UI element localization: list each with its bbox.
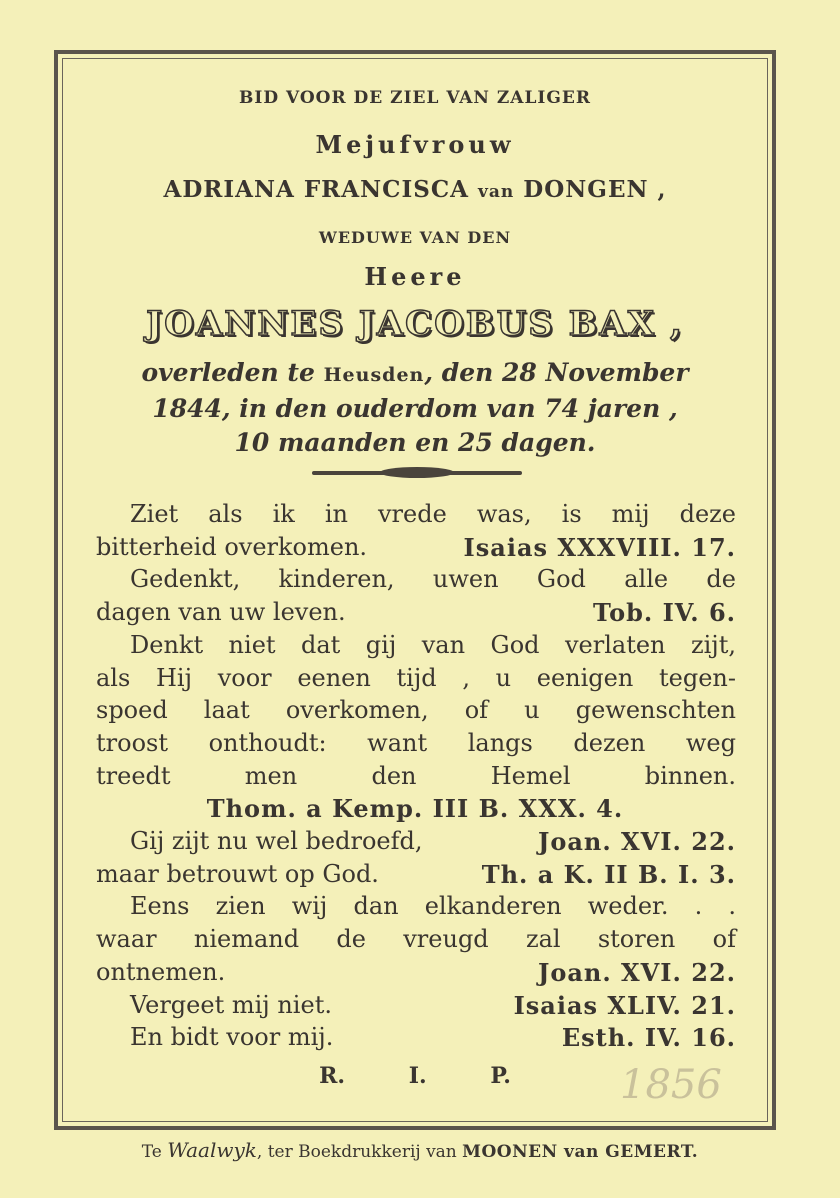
verse-line <box>96 729 736 757</box>
verse-line <box>96 533 736 562</box>
footer-printer-name: MOONEN van GEMERT. <box>462 1142 699 1162</box>
rip-closing: R. I. P. <box>319 1063 511 1089</box>
verse-text: als Hij voor eenen tijd , u eenigen tegen- <box>96 663 736 692</box>
title-heere: Heere <box>364 262 466 291</box>
verse-line <box>130 892 736 920</box>
age-line: 1844, in den ouderdom van 74 jaren , <box>152 394 678 423</box>
age-line-2: 10 maanden en 25 dagen. <box>234 428 596 457</box>
death-place-line <box>70 358 760 387</box>
death-place-prefix: overleden te <box>141 358 315 387</box>
verse-reference: Joan. XVI. 22. <box>537 827 736 856</box>
verse-text: Gij zijt nu wel bedroefd, <box>130 827 423 855</box>
verse-line <box>130 1023 736 1052</box>
verse-text: Gedenkt, kinderen, uwen God alle de <box>130 565 736 594</box>
deceased-name <box>70 176 760 203</box>
title-mejufvrouw: Mejufvrouw <box>315 130 515 159</box>
verse-text: waar niemand de vreugd zal storen of <box>96 925 736 954</box>
footer-te: Te <box>141 1142 162 1162</box>
verse-text: troost onthoudt: want langs dezen weg <box>96 728 736 757</box>
verse-text: spoed laat overkomen, of u gewenschten <box>96 696 736 725</box>
verse-line <box>96 925 736 953</box>
footer-town: Waalwyk <box>167 1138 257 1162</box>
verse-line <box>96 860 736 889</box>
verse-line <box>96 762 736 790</box>
verse-text: maar betrouwt op God. <box>96 859 379 888</box>
verse-reference: Esth. IV. 16. <box>561 1023 736 1053</box>
deceased-name-van: van <box>478 182 515 202</box>
verse-line <box>130 565 736 593</box>
verse-text: ontnemen. <box>96 957 226 986</box>
widow-of-line: WEDUWE VAN DEN <box>318 228 512 247</box>
handwritten-number: 1856 <box>620 1062 722 1108</box>
verse-text: Denkt niet dat gij van God verlaten zijt, <box>130 630 736 659</box>
verse-line <box>96 958 736 987</box>
header-line-1: BID VOOR DE ZIEL VAN ZALIGER <box>239 88 591 108</box>
verse-line <box>96 696 736 724</box>
verse-text: Vergeet mij niet. <box>130 990 332 1019</box>
verse-line <box>70 794 760 823</box>
verse-line <box>130 631 736 659</box>
death-date: , den 28 November <box>424 358 689 387</box>
verse-reference: Th. a K. II B. I. 3. <box>481 859 736 889</box>
verse-reference: Isaias XXXVIII. 17. <box>463 532 736 562</box>
husband-name: JOANNES JACOBUS BAX , <box>146 304 684 344</box>
divider-ornament <box>380 467 454 478</box>
verse-line <box>130 991 736 1020</box>
verse-text: Thom. a Kemp. III B. XXX. 4. <box>206 794 624 824</box>
verse-text: Ziet als ik in vrede was, is mij deze <box>130 500 736 528</box>
verse-text: dagen van uw leven. <box>96 598 346 627</box>
deceased-name-last: DONGEN <box>523 176 649 203</box>
verse-reference: Tob. IV. 6. <box>592 598 736 628</box>
verse-text: treedt men den Hemel binnen. <box>96 761 736 790</box>
verse-line <box>130 827 736 856</box>
deceased-name-comma: , <box>657 176 667 203</box>
verse-reference: Joan. XVI. 22. <box>537 957 736 987</box>
verse-text: En bidt voor mij. <box>130 1023 334 1052</box>
printer-footer <box>70 1138 770 1162</box>
verse-text: Eens zien wij dan elkanderen weder. . . <box>130 892 736 921</box>
deceased-name-first: ADRIANA FRANCISCA <box>163 176 469 203</box>
verse-reference: Isaias XLIV. 21. <box>513 990 736 1020</box>
verse-line <box>96 598 736 627</box>
verse-text: bitterheid overkomen. <box>96 532 368 561</box>
verse-line <box>130 500 736 528</box>
death-place: Heusden <box>323 364 425 386</box>
verse-line <box>96 664 736 692</box>
footer-printer-prefix: , ter Boekdrukkerij van <box>256 1142 457 1162</box>
